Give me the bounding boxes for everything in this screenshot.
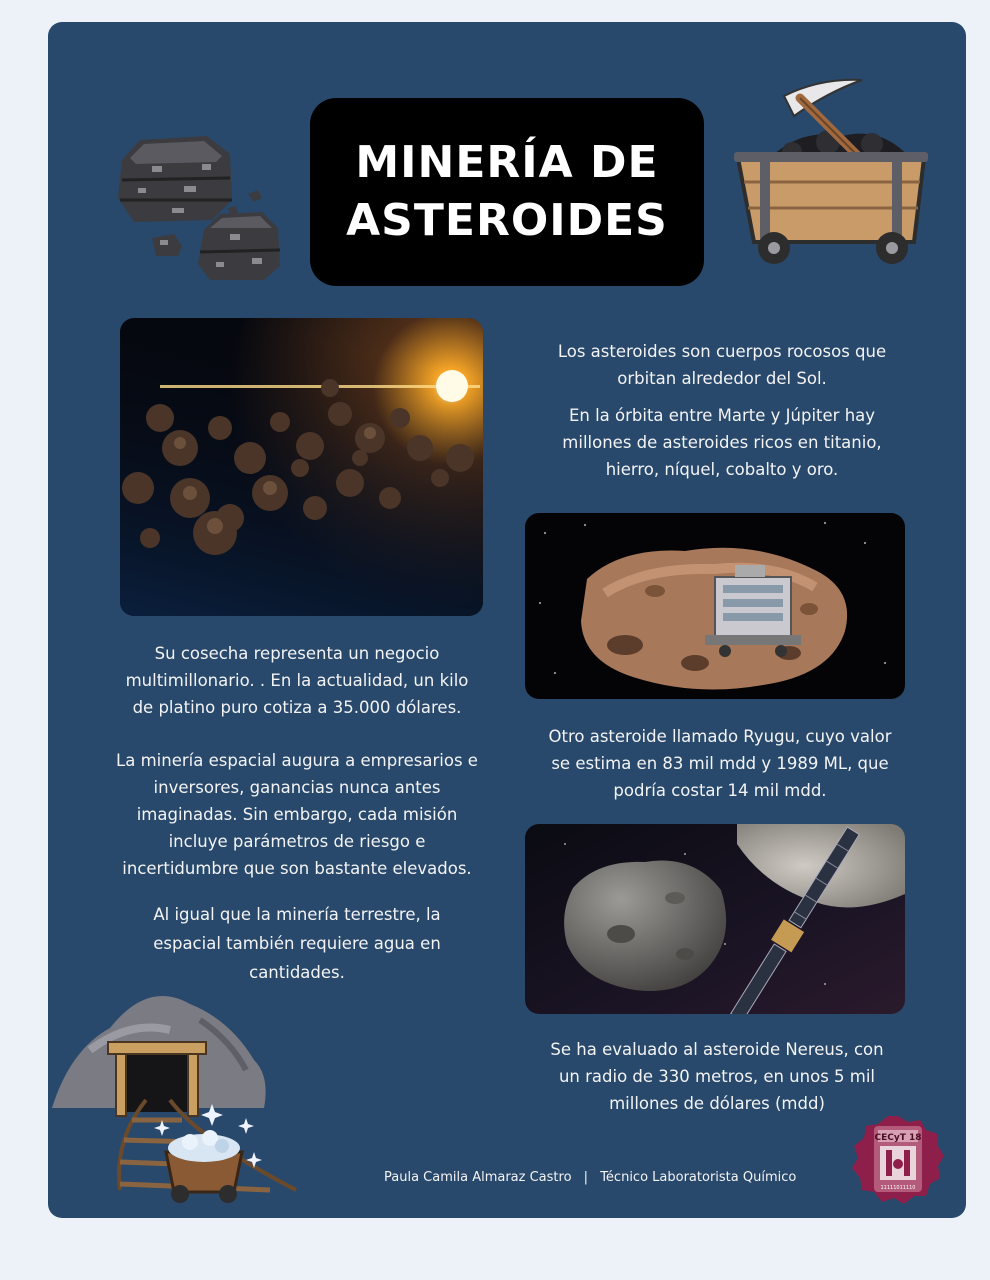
left-paragraph-2: La minería espacial augura a empresarios e inversores, ganancias nunca antes imaginadas. Sin embargo, cada misión incluye parámetros de riesgo e incertidumbre que son bastante elevados.: [116, 751, 478, 878]
intro-paragraph-1: Los asteroides son cuerpos rocosos que orbitan alrededor del Sol.: [557, 342, 887, 388]
left-paragraph-1: Su cosecha representa un negocio multimillonario. . En la actualidad, un kilo de platino puro cotiza a 35.000 dólares.: [125, 644, 469, 717]
intro-text: [532, 338, 912, 483]
title-line-2: ASTEROIDES: [346, 195, 668, 246]
footer-author: Paula Camila Almaraz Castro: [384, 1170, 572, 1185]
coal-rocks-icon: [112, 128, 287, 283]
school-logo-code: 11111011110: [880, 1185, 916, 1191]
nereus-text: Se ha evaluado al asteroide Nereus, con un radio de 330 metros, en unos 5 mil millones de dólares (mdd): [550, 1040, 884, 1113]
intro-paragraph-2: En la órbita entre Marte y Júpiter hay millones de asteroides ricos en titanio, hierro, níquel, cobalto y oro.: [562, 406, 882, 479]
mine-cart-pickaxe-icon: [732, 76, 932, 286]
mine-entrance-icon: [50, 980, 302, 1216]
footer: [384, 1170, 824, 1185]
asteroid-and-probe-photo: [525, 824, 905, 1014]
school-logo-text: CECyT 18: [874, 1133, 922, 1143]
left-paragraph-3: Al igual que la minería terrestre, la espacial también requiere agua en cantidades.: [153, 905, 441, 982]
asteroid-belt-photo: [120, 318, 483, 616]
left-column-text: [112, 640, 482, 987]
title-box: [310, 98, 704, 286]
ryugu-text: Otro asteroide llamado Ryugu, cuyo valor se estima en 83 mil mdd y 1989 ML, que podría costar 14 mil mdd.: [548, 727, 892, 800]
footer-role: Técnico Laboratorista Químico: [600, 1170, 797, 1185]
footer-separator: |: [583, 1170, 589, 1185]
asteroid-with-spacecraft-photo: [525, 513, 905, 699]
title-line-1: MINERÍA DE: [355, 137, 659, 188]
school-logo: [850, 1114, 946, 1206]
